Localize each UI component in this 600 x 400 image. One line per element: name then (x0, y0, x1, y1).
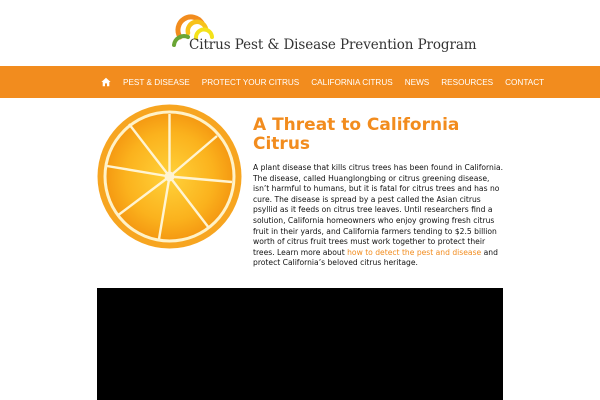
video-player[interactable] (97, 288, 503, 400)
intro-paragraph (253, 163, 505, 269)
page-title: A Threat to California Citrus (253, 115, 460, 154)
site-header (0, 0, 600, 66)
nav-item-california-citrus[interactable]: CALIFORNIA CITRUS (311, 77, 393, 87)
nav-item-news[interactable]: NEWS (404, 77, 430, 87)
intro-text-end: and protect California’s beloved citrus heritage. (253, 247, 498, 268)
nav-item-contact[interactable]: CONTACT (505, 77, 545, 87)
main-content (253, 116, 505, 269)
main-nav (0, 66, 600, 98)
home-icon[interactable] (99, 75, 113, 89)
nav-item-pest-disease[interactable]: PEST & DISEASE (123, 77, 190, 87)
site-title[interactable]: Citrus Pest & Disease Prevention Program (189, 37, 477, 53)
orange-slice-image (97, 104, 242, 249)
nav-item-protect-your-citrus[interactable]: PROTECT YOUR CITRUS (201, 77, 300, 87)
detect-pest-link[interactable]: how to detect the pest and disease (347, 247, 482, 257)
nav-item-resources[interactable]: RESOURCES (441, 77, 494, 87)
intro-text-start: A plant disease that kills citrus trees has been found in California. The disease, called Huanglongbing or citrus greening disease, isn’t harmful to humans, but it is fatal for citrus trees and has no cure. The disease is spread by a pest called the Asian citrus psyllid as it feeds on citrus tree leaves. Until researchers find a solution, California homeowners who enjoy growing fresh citrus fruit in their yards, and California farmers tending to $2.5 billion worth of citrus fruit trees must work together to protect their trees. Learn more about (253, 163, 504, 257)
